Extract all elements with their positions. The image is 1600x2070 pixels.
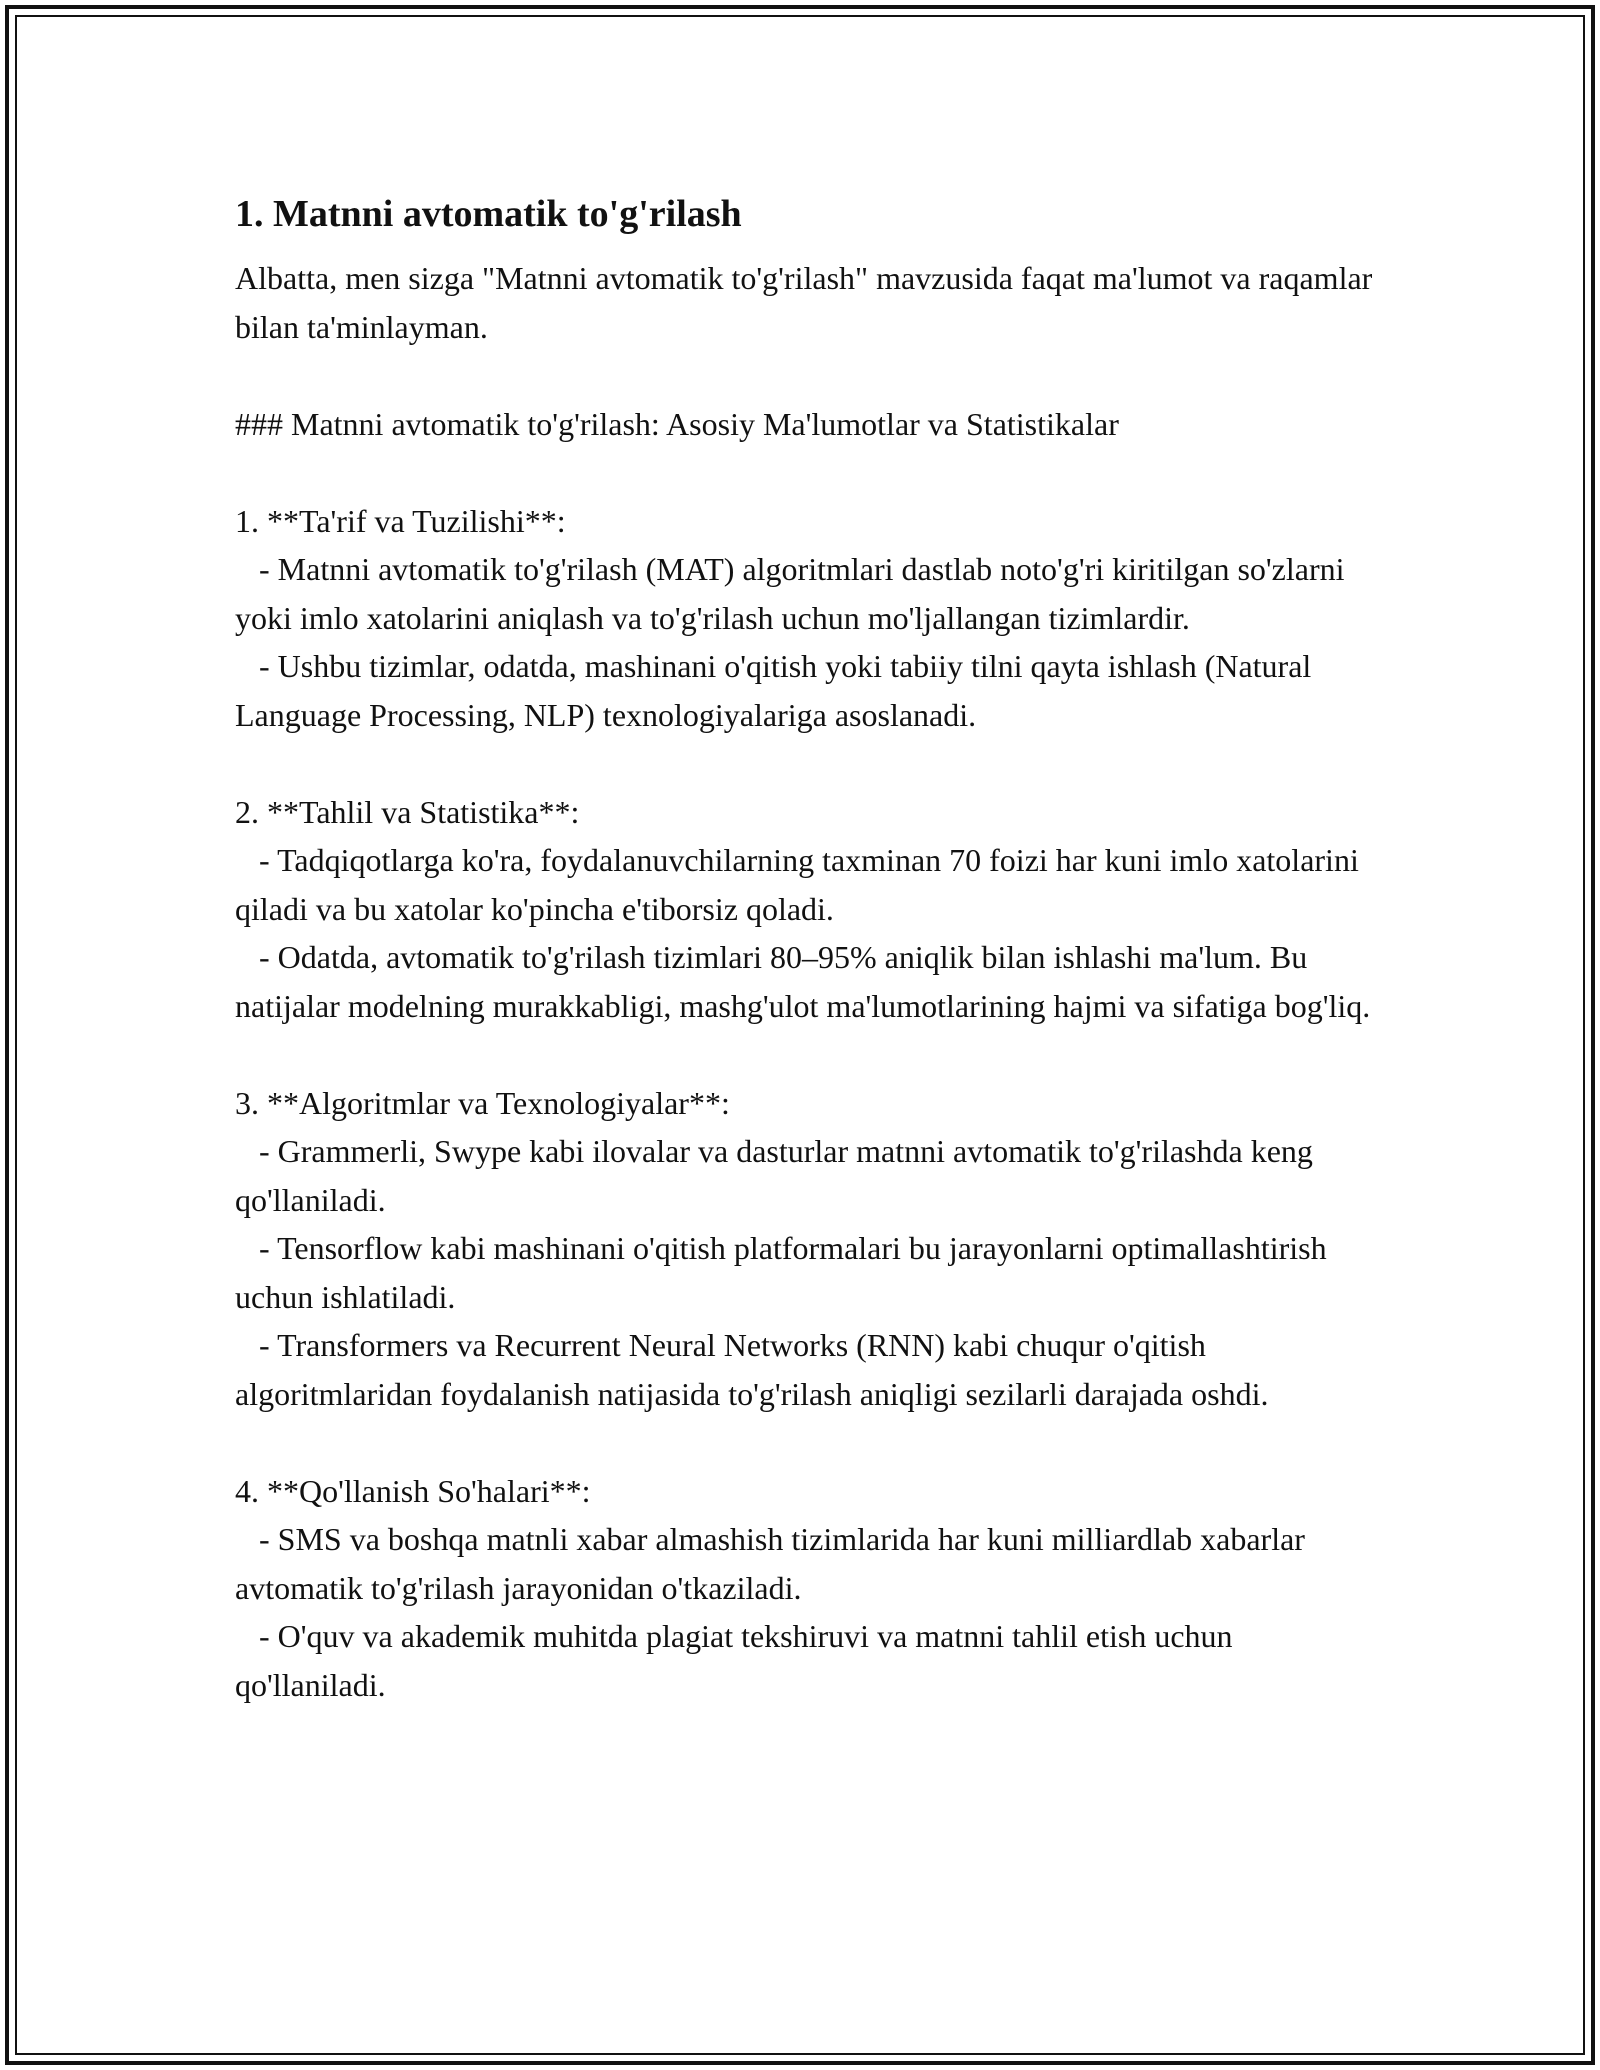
document-title: 1. Matnni avtomatik to'g'rilash — [235, 193, 742, 235]
intro-paragraph: Albatta, men sizga "Matnni avtomatik to'g'rilash" mavzusida faqat ma'lumot va raqamlar bilan ta'minlayman. — [235, 260, 1381, 345]
body-text: ### Matnni avtomatik to'g'rilash: Asosiy Ma'lumotlar va Statistikalar 1. **Ta'rif va Tuzilishi**: - Matnni avtomatik to'g'rilash (MAT) algoritmlari dastlab noto'g'ri kiritilgan so'zlarni yoki imlo xatolarini aniqlash va to'g'rilash uchun mo'ljallangan tizimlardir. - Ushbu tizimlar, odatda, mashinani o'qitish yoki tabiiy tilni qayta ishlash (Natural Language Processing, NLP) texnologiyalariga asoslanadi. 2. **Tahlil va Statistika**: - Tadqiqotlarga ko'ra, foydalanuvchilarning taxminan 70 foizi har kuni imlo xatolarini qiladi va bu xatolar ko'pincha e'tiborsiz qoladi. - Odatda, avtomatik to'g'rilash tizimlari 80–95% aniqlik bilan ishlashi ma'lum. Bu natijalar modelning murakkabligi, mashg'ulot ma'lumotlarining hajmi va sifatiga bog'liq. 3. **Algoritmlar va Texnologiyalar**: - Grammerli, Swype kabi ilovalar va dasturlar matnni avtomatik to'g'rilashda keng qo'llaniladi. - Tensorflow kabi mashinani o'qitish platformalari bu jarayonlarni optimallashtirish uchun ishlatiladi. - Transformers va Recurrent Neural Networks (RNN) kabi chuqur o'qitish algoritmlaridan foydalanish natijasida to'g'rilash aniqligi sezilarli darajada oshdi. 4. **Qo'llanish So'halari**: - SMS va boshqa matnli xabar almashish tizimlarida har kuni milliardlab xabarlar avtomatik to'g'rilash jarayonidan o'tkaziladi. - O'quv va akademik muhitda plagiat tekshiruvi va matnni tahlil etish uchun qo'llaniladi. — [235, 405, 1371, 1703]
document-content — [235, 188, 1381, 1709]
